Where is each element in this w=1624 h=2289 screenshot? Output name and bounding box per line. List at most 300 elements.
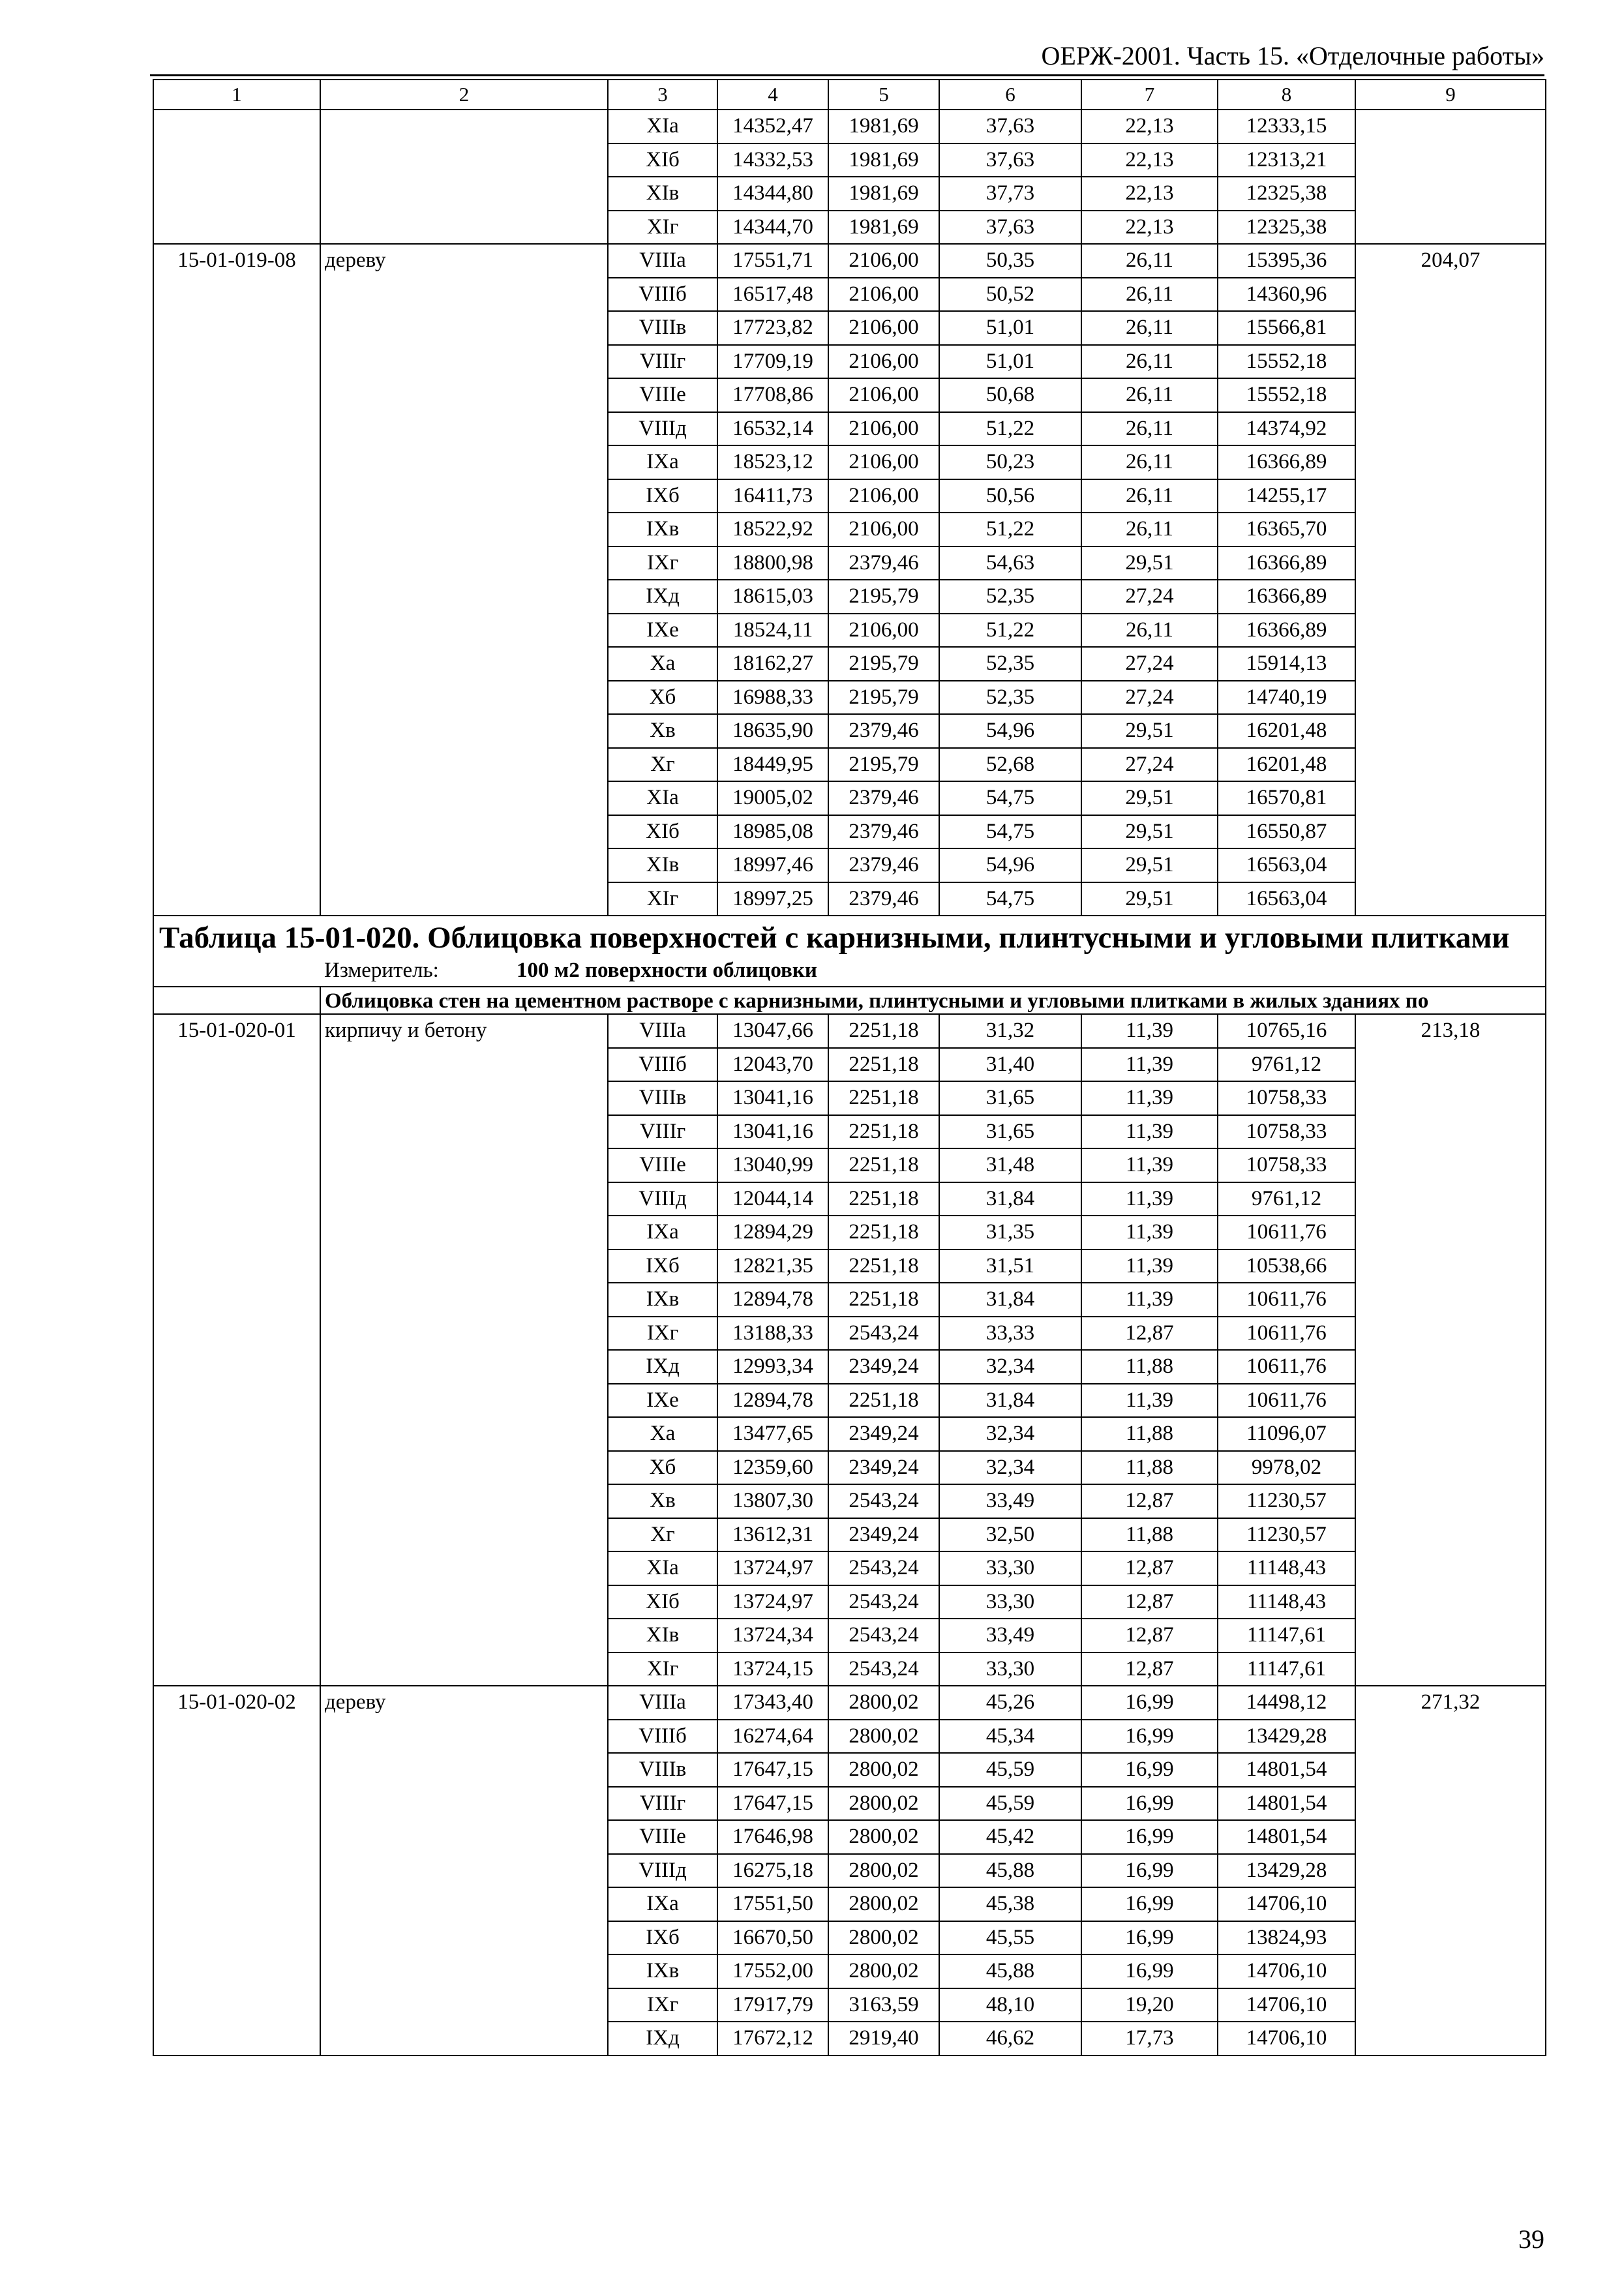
- value-cell: 45,59: [939, 1753, 1081, 1787]
- zone-cell: VIIIв: [608, 1081, 717, 1115]
- value-cell: 26,11: [1081, 378, 1218, 412]
- value-cell: 2919,40: [828, 2022, 939, 2056]
- value-cell: 51,22: [939, 412, 1081, 446]
- zone-cell: VIIIг: [608, 1787, 717, 1821]
- zone-cell: IXг: [608, 1317, 717, 1351]
- zone-cell: IXв: [608, 1954, 717, 1988]
- value-cell: 29,51: [1081, 882, 1218, 916]
- value-cell: 26,11: [1081, 244, 1218, 278]
- value-cell: 22,13: [1081, 177, 1218, 211]
- value-cell: 33,30: [939, 1653, 1081, 1686]
- value-cell: 11147,61: [1218, 1653, 1355, 1686]
- value-cell: 13429,28: [1218, 1720, 1355, 1754]
- value-cell: 45,59: [939, 1787, 1081, 1821]
- value-cell: 17646,98: [717, 1820, 828, 1854]
- value-cell: 31,32: [939, 1014, 1081, 1048]
- value-cell: 2800,02: [828, 1720, 939, 1754]
- zone-cell: XIб: [608, 143, 717, 177]
- table-title: Таблица 15-01-020. Облицовка поверхностей с карнизными, плинтусными и угловыми плитками: [159, 921, 1510, 955]
- description-row: [153, 987, 1546, 1014]
- zone-cell: VIIIб: [608, 1720, 717, 1754]
- value-cell: 14706,10: [1218, 1988, 1355, 2022]
- value-cell: 50,35: [939, 244, 1081, 278]
- value-cell: 16275,18: [717, 1854, 828, 1888]
- value-cell: 26,11: [1081, 614, 1218, 648]
- value-cell: 2800,02: [828, 1887, 939, 1921]
- value-cell: 33,49: [939, 1619, 1081, 1653]
- value-cell: 18524,11: [717, 614, 828, 648]
- value-cell: 17672,12: [717, 2022, 828, 2056]
- zone-cell: VIIIе: [608, 378, 717, 412]
- value-cell: 32,34: [939, 1451, 1081, 1485]
- page-header: [150, 37, 1544, 76]
- value-cell: 18997,46: [717, 848, 828, 882]
- value-cell: 51,01: [939, 345, 1081, 379]
- value-cell: 2543,24: [828, 1585, 939, 1619]
- value-cell: 16563,04: [1218, 882, 1355, 916]
- value-cell: 2800,02: [828, 1954, 939, 1988]
- value-cell: 18635,90: [717, 714, 828, 748]
- zone-cell: IXе: [608, 614, 717, 648]
- value-cell: 26,11: [1081, 513, 1218, 546]
- zone-cell: XIв: [608, 177, 717, 211]
- zone-cell: Xг: [608, 748, 717, 782]
- value-cell: 11096,07: [1218, 1417, 1355, 1451]
- value-cell: 16366,89: [1218, 546, 1355, 580]
- value-cell: 11,39: [1081, 1384, 1218, 1418]
- value-cell: 16,99: [1081, 1686, 1218, 1720]
- value-cell: 2800,02: [828, 1787, 939, 1821]
- zone-cell: VIIIа: [608, 1686, 717, 1720]
- value-cell: 12043,70: [717, 1048, 828, 1082]
- value-cell: 26,11: [1081, 278, 1218, 312]
- column-number: 7: [1081, 80, 1218, 110]
- work-name-cell: дереву: [320, 244, 608, 916]
- zone-cell: IXб: [608, 479, 717, 513]
- zone-cell: Xб: [608, 681, 717, 715]
- value-cell: 1981,69: [828, 211, 939, 245]
- value-cell: 29,51: [1081, 848, 1218, 882]
- value-cell: 14740,19: [1218, 681, 1355, 715]
- value-cell: 18615,03: [717, 580, 828, 614]
- value-cell: 15566,81: [1218, 311, 1355, 345]
- zone-cell: Xа: [608, 647, 717, 681]
- value-cell: 14344,70: [717, 211, 828, 245]
- value-cell: 16570,81: [1218, 781, 1355, 815]
- value-cell: 45,88: [939, 1954, 1081, 1988]
- meter-label: Измеритель:: [324, 959, 439, 982]
- value-cell: 17708,86: [717, 378, 828, 412]
- value-cell: 18997,25: [717, 882, 828, 916]
- value-cell: 27,24: [1081, 647, 1218, 681]
- value-cell: 14498,12: [1218, 1686, 1355, 1720]
- value-cell: 9761,12: [1218, 1048, 1355, 1082]
- value-cell: 12,87: [1081, 1653, 1218, 1686]
- work-name-cell: дереву: [320, 1686, 608, 2056]
- value-cell: 13612,31: [717, 1518, 828, 1552]
- value-cell: 12894,78: [717, 1283, 828, 1317]
- zone-cell: XIа: [608, 110, 717, 143]
- zone-cell: XIа: [608, 781, 717, 815]
- value-cell: 2106,00: [828, 479, 939, 513]
- value-cell: 2251,18: [828, 1216, 939, 1249]
- value-cell: 54,96: [939, 848, 1081, 882]
- value-cell: 18985,08: [717, 815, 828, 849]
- value-cell: 31,35: [939, 1216, 1081, 1249]
- table-title-row: [153, 916, 1546, 987]
- value-cell: 13040,99: [717, 1148, 828, 1182]
- value-cell: 31,65: [939, 1081, 1081, 1115]
- value-cell: 12325,38: [1218, 211, 1355, 245]
- column-number-row: [153, 80, 1546, 110]
- value-cell: 15395,36: [1218, 244, 1355, 278]
- value-cell: 12,87: [1081, 1619, 1218, 1653]
- value-cell: 2379,46: [828, 848, 939, 882]
- value-cell: 31,51: [939, 1249, 1081, 1283]
- value-cell: 16411,73: [717, 479, 828, 513]
- value-cell: 2379,46: [828, 546, 939, 580]
- value-cell: 10611,76: [1218, 1350, 1355, 1384]
- value-cell: 12993,34: [717, 1350, 828, 1384]
- column-number: 1: [153, 80, 320, 110]
- value-cell: 14360,96: [1218, 278, 1355, 312]
- value-cell: 18800,98: [717, 546, 828, 580]
- zone-cell: IXг: [608, 546, 717, 580]
- value-cell: 2543,24: [828, 1653, 939, 1686]
- column-number: 5: [828, 80, 939, 110]
- value-cell: 16,99: [1081, 1854, 1218, 1888]
- value-cell: 17647,15: [717, 1753, 828, 1787]
- value-cell: 11230,57: [1218, 1518, 1355, 1552]
- zone-cell: VIIIв: [608, 1753, 717, 1787]
- value-cell: 50,68: [939, 378, 1081, 412]
- value-cell: 11147,61: [1218, 1619, 1355, 1653]
- value-cell: 2379,46: [828, 714, 939, 748]
- value-cell: 31,84: [939, 1182, 1081, 1216]
- zone-cell: VIIIе: [608, 1148, 717, 1182]
- value-cell: 16,99: [1081, 1820, 1218, 1854]
- value-cell: 2251,18: [828, 1182, 939, 1216]
- value-cell: 11,88: [1081, 1518, 1218, 1552]
- table-row: [153, 1014, 1546, 1048]
- value-cell: 11,39: [1081, 1115, 1218, 1149]
- value-cell: 33,30: [939, 1551, 1081, 1585]
- value-cell: 2251,18: [828, 1014, 939, 1048]
- value-cell: 2251,18: [828, 1081, 939, 1115]
- value-cell: 16366,89: [1218, 445, 1355, 479]
- zone-cell: XIа: [608, 1551, 717, 1585]
- value-cell: 52,35: [939, 647, 1081, 681]
- value-cell: 16366,89: [1218, 614, 1355, 648]
- column-number: 2: [320, 80, 608, 110]
- zone-cell: IXа: [608, 1887, 717, 1921]
- value-cell: 54,63: [939, 546, 1081, 580]
- column-number: 9: [1355, 80, 1546, 110]
- zone-cell: XIб: [608, 815, 717, 849]
- value-cell: 14801,54: [1218, 1753, 1355, 1787]
- column-number: 3: [608, 80, 717, 110]
- zone-cell: Xв: [608, 1484, 717, 1518]
- value-cell: 45,34: [939, 1720, 1081, 1754]
- value-cell: 2106,00: [828, 614, 939, 648]
- value-cell: 2800,02: [828, 1854, 939, 1888]
- zone-cell: IXв: [608, 1283, 717, 1317]
- zone-cell: IXв: [608, 513, 717, 546]
- value-cell: 46,62: [939, 2022, 1081, 2056]
- value-cell: 33,49: [939, 1484, 1081, 1518]
- value-cell: 2800,02: [828, 1820, 939, 1854]
- zone-cell: IXа: [608, 445, 717, 479]
- value-cell: 10765,16: [1218, 1014, 1355, 1048]
- value-cell: 14801,54: [1218, 1820, 1355, 1854]
- value-cell: 11148,43: [1218, 1585, 1355, 1619]
- value-cell: 13047,66: [717, 1014, 828, 1048]
- zone-cell: VIIIв: [608, 311, 717, 345]
- value-cell: 17917,79: [717, 1988, 828, 2022]
- zone-cell: VIIIг: [608, 345, 717, 379]
- value-cell: 14344,80: [717, 177, 828, 211]
- value-cell: 9978,02: [1218, 1451, 1355, 1485]
- value-cell: 16201,48: [1218, 748, 1355, 782]
- table-row: [153, 1686, 1546, 1720]
- value-cell: 12044,14: [717, 1182, 828, 1216]
- value-cell: 12325,38: [1218, 177, 1355, 211]
- value-cell: 13724,34: [717, 1619, 828, 1653]
- value-cell: 2251,18: [828, 1048, 939, 1082]
- value-cell: 2543,24: [828, 1551, 939, 1585]
- value-cell: 12,87: [1081, 1484, 1218, 1518]
- value-cell: 16,99: [1081, 1954, 1218, 1988]
- value-cell: 29,51: [1081, 781, 1218, 815]
- value-cell: 18522,92: [717, 513, 828, 546]
- value-cell: 11,39: [1081, 1048, 1218, 1082]
- value-cell: 13477,65: [717, 1417, 828, 1451]
- value-cell: 16,99: [1081, 1720, 1218, 1754]
- value-cell: 16517,48: [717, 278, 828, 312]
- value-cell: 45,55: [939, 1921, 1081, 1955]
- value-cell: 16532,14: [717, 412, 828, 446]
- value-cell: 10538,66: [1218, 1249, 1355, 1283]
- value-cell: 14706,10: [1218, 2022, 1355, 2056]
- value-cell: 10611,76: [1218, 1384, 1355, 1418]
- value-cell: 16563,04: [1218, 848, 1355, 882]
- value-cell: 13429,28: [1218, 1854, 1355, 1888]
- value-cell: 2195,79: [828, 647, 939, 681]
- value-cell: 29,51: [1081, 714, 1218, 748]
- value-cell: 17551,50: [717, 1887, 828, 1921]
- zone-cell: VIIIа: [608, 244, 717, 278]
- value-cell: 11230,57: [1218, 1484, 1355, 1518]
- zone-cell: VIIIд: [608, 1182, 717, 1216]
- value-cell: 2106,00: [828, 378, 939, 412]
- zone-cell: IXд: [608, 1350, 717, 1384]
- value-cell: 15552,18: [1218, 345, 1355, 379]
- value-cell: 26,11: [1081, 412, 1218, 446]
- zone-cell: XIг: [608, 882, 717, 916]
- value-cell: 32,50: [939, 1518, 1081, 1552]
- value-cell: 2349,24: [828, 1451, 939, 1485]
- value-cell: 17723,82: [717, 311, 828, 345]
- value-cell: 11,88: [1081, 1350, 1218, 1384]
- value-cell: 50,56: [939, 479, 1081, 513]
- column-number: 8: [1218, 80, 1355, 110]
- value-cell: 16988,33: [717, 681, 828, 715]
- value-cell: 11,39: [1081, 1216, 1218, 1249]
- rates-table: [153, 79, 1546, 2056]
- work-description: Облицовка стен на цементном растворе с карнизными, плинтусными и угловыми плитками в жилых зданиях по: [320, 987, 1546, 1014]
- value-cell: 12,87: [1081, 1317, 1218, 1351]
- value-cell: 50,52: [939, 278, 1081, 312]
- value-cell: 12894,78: [717, 1384, 828, 1418]
- value-cell: 2195,79: [828, 580, 939, 614]
- value-cell: 14706,10: [1218, 1954, 1355, 1988]
- value-cell: 16,99: [1081, 1921, 1218, 1955]
- value-cell: 16,99: [1081, 1787, 1218, 1821]
- value-cell: 12333,15: [1218, 110, 1355, 143]
- value-cell: 18523,12: [717, 445, 828, 479]
- value-cell: 2800,02: [828, 1921, 939, 1955]
- rate-code-cell: 15-01-020-01: [153, 1014, 320, 1686]
- value-cell: 26,11: [1081, 345, 1218, 379]
- value-cell: 2543,24: [828, 1484, 939, 1518]
- value-cell: 11,88: [1081, 1451, 1218, 1485]
- value-cell: 17551,71: [717, 244, 828, 278]
- value-cell: 16366,89: [1218, 580, 1355, 614]
- value-cell: 37,63: [939, 110, 1081, 143]
- value-cell: 2543,24: [828, 1317, 939, 1351]
- zone-cell: XIг: [608, 1653, 717, 1686]
- table-title-cell: [153, 916, 1546, 987]
- value-cell: 16,99: [1081, 1887, 1218, 1921]
- value-cell: 1981,69: [828, 143, 939, 177]
- value-cell: 2349,24: [828, 1350, 939, 1384]
- value-cell: 45,26: [939, 1686, 1081, 1720]
- zone-cell: VIIIа: [608, 1014, 717, 1048]
- column-number: 4: [717, 80, 828, 110]
- value-cell: 14374,92: [1218, 412, 1355, 446]
- value-cell: 2195,79: [828, 748, 939, 782]
- value-cell: 19005,02: [717, 781, 828, 815]
- value-cell: 10758,33: [1218, 1081, 1355, 1115]
- value-cell: 10758,33: [1218, 1115, 1355, 1149]
- value-cell: 45,38: [939, 1887, 1081, 1921]
- value-cell: 12821,35: [717, 1249, 828, 1283]
- value-cell: 45,42: [939, 1820, 1081, 1854]
- value-cell: 22,13: [1081, 110, 1218, 143]
- value-cell: 31,48: [939, 1148, 1081, 1182]
- work-name-cell: кирпичу и бетону: [320, 1014, 608, 1686]
- value-cell: 13724,97: [717, 1551, 828, 1585]
- value-cell: 1981,69: [828, 177, 939, 211]
- value-cell: 51,01: [939, 311, 1081, 345]
- value-cell: 32,34: [939, 1350, 1081, 1384]
- value-cell: 3163,59: [828, 1988, 939, 2022]
- value-cell: 26,11: [1081, 479, 1218, 513]
- value-cell: 27,24: [1081, 748, 1218, 782]
- value-cell: 32,34: [939, 1417, 1081, 1451]
- empty-cell: [153, 987, 320, 1014]
- value-cell: 12,87: [1081, 1551, 1218, 1585]
- value-cell: 10611,76: [1218, 1283, 1355, 1317]
- zone-cell: XIб: [608, 1585, 717, 1619]
- labor-cell: [1355, 110, 1546, 244]
- value-cell: 12,87: [1081, 1585, 1218, 1619]
- value-cell: 11,39: [1081, 1249, 1218, 1283]
- value-cell: 12359,60: [717, 1451, 828, 1485]
- rate-code-cell: 15-01-020-02: [153, 1686, 320, 2056]
- zone-cell: XIв: [608, 1619, 717, 1653]
- zone-cell: IXб: [608, 1249, 717, 1283]
- value-cell: 13724,97: [717, 1585, 828, 1619]
- value-cell: 10758,33: [1218, 1148, 1355, 1182]
- value-cell: 16670,50: [717, 1921, 828, 1955]
- value-cell: 31,65: [939, 1115, 1081, 1149]
- column-number: 6: [939, 80, 1081, 110]
- value-cell: 14706,10: [1218, 1887, 1355, 1921]
- value-cell: 22,13: [1081, 143, 1218, 177]
- zone-cell: VIIIг: [608, 1115, 717, 1149]
- value-cell: 2800,02: [828, 1686, 939, 1720]
- value-cell: 2195,79: [828, 681, 939, 715]
- value-cell: 31,84: [939, 1384, 1081, 1418]
- value-cell: 48,10: [939, 1988, 1081, 2022]
- value-cell: 12313,21: [1218, 143, 1355, 177]
- value-cell: 19,20: [1081, 1988, 1218, 2022]
- value-cell: 2379,46: [828, 781, 939, 815]
- zone-cell: IXе: [608, 1384, 717, 1418]
- value-cell: 16274,64: [717, 1720, 828, 1754]
- zone-cell: XIг: [608, 211, 717, 245]
- zone-cell: IXа: [608, 1216, 717, 1249]
- value-cell: 15914,13: [1218, 647, 1355, 681]
- labor-cell: 204,07: [1355, 244, 1546, 916]
- value-cell: 2251,18: [828, 1115, 939, 1149]
- value-cell: 11,39: [1081, 1283, 1218, 1317]
- meter-line: [159, 957, 1541, 983]
- value-cell: 27,24: [1081, 681, 1218, 715]
- value-cell: 37,63: [939, 143, 1081, 177]
- value-cell: 29,51: [1081, 546, 1218, 580]
- value-cell: 2251,18: [828, 1384, 939, 1418]
- value-cell: 37,73: [939, 177, 1081, 211]
- value-cell: 2251,18: [828, 1283, 939, 1317]
- value-cell: 2379,46: [828, 882, 939, 916]
- value-cell: 27,24: [1081, 580, 1218, 614]
- value-cell: 10611,76: [1218, 1216, 1355, 1249]
- value-cell: 14801,54: [1218, 1787, 1355, 1821]
- value-cell: 11,39: [1081, 1148, 1218, 1182]
- value-cell: 12894,29: [717, 1216, 828, 1249]
- value-cell: 2349,24: [828, 1417, 939, 1451]
- value-cell: 17647,15: [717, 1787, 828, 1821]
- zone-cell: IXд: [608, 2022, 717, 2056]
- value-cell: 22,13: [1081, 211, 1218, 245]
- value-cell: 13041,16: [717, 1081, 828, 1115]
- rate-code-cell: 15-01-019-08: [153, 244, 320, 916]
- value-cell: 9761,12: [1218, 1182, 1355, 1216]
- value-cell: 1981,69: [828, 110, 939, 143]
- value-cell: 2800,02: [828, 1753, 939, 1787]
- value-cell: 2106,00: [828, 311, 939, 345]
- value-cell: 50,23: [939, 445, 1081, 479]
- value-cell: 33,33: [939, 1317, 1081, 1351]
- value-cell: 37,63: [939, 211, 1081, 245]
- value-cell: 52,68: [939, 748, 1081, 782]
- value-cell: 15552,18: [1218, 378, 1355, 412]
- zone-cell: Xв: [608, 714, 717, 748]
- value-cell: 52,35: [939, 580, 1081, 614]
- value-cell: 26,11: [1081, 311, 1218, 345]
